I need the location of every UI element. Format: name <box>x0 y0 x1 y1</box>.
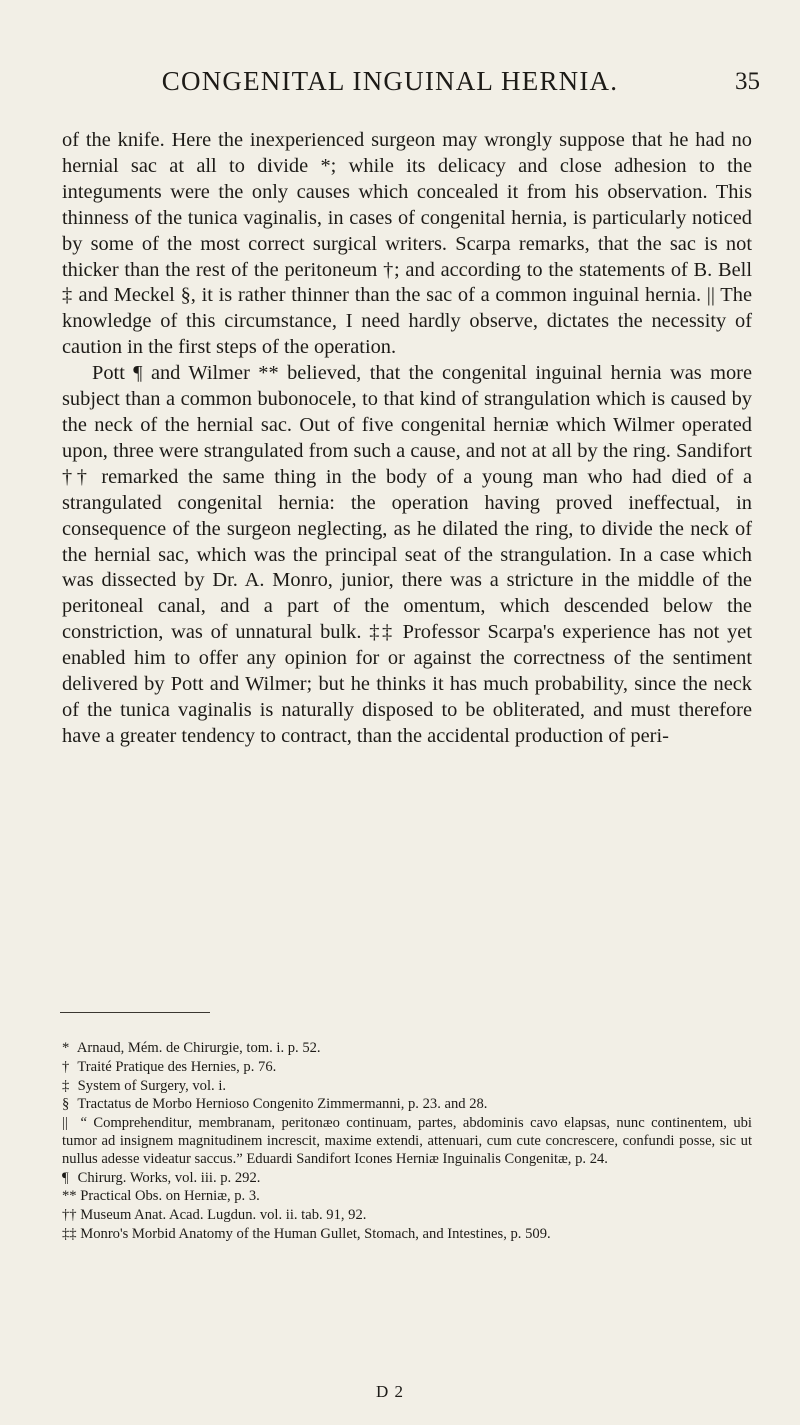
footnote <box>62 1207 752 1225</box>
footnote-mark: ‡ <box>62 1077 70 1094</box>
paragraph: of the knife. Here the inexperienced surgeon may wrongly suppose that he had no hernial sac at all to divide *; while its delicacy and close adhesion to the integuments were the only causes which concealed it from his observation. This thinness of the tunica vaginalis, in cases of congenital hernia, is particularly noticed by some of the most correct surgical writers. Scarpa remarks, that the sac is not thicker than the rest of the peritoneum †; and according to the statements of B. Bell ‡ and Meckel §, it is rather thinner than the sac of a common inguinal hernia. || The knowledge of this circumstance, I need hardly observe, dictates the necessity of caution in the first steps of the operation. <box>62 129 752 359</box>
footnote <box>62 1096 752 1114</box>
signature-mark: D 2 <box>376 1382 405 1401</box>
footnote-mark: ‡‡ <box>62 1225 77 1242</box>
footnote-text: Traité Pratique des Hernies, p. 76. <box>77 1058 277 1075</box>
footnote-mark: ** <box>62 1188 77 1205</box>
page-number: 35 <box>735 68 760 95</box>
footnote-mark: †† <box>62 1207 77 1224</box>
footnote <box>62 1115 752 1168</box>
footnote-text: Arnaud, Mém. de Chirurgie, tom. i. p. 52. <box>76 1040 321 1056</box>
footnote-mark: * <box>62 1040 70 1056</box>
footnote-mark: † <box>62 1058 70 1075</box>
footnote <box>62 1170 752 1188</box>
footnote-text: “ Comprehenditur, membranam, peritonæo continuam, partes, abdominis cavo elapsas, nunc continentem, ubi tumor ad insignem magnitudinem increscit, maxime extendi, attenuari, cum cute concrescere, confundi posse, sic ut nullus adesse videatur saccus.” Eduardi Sandifort Icones Herniæ Inguinalis Congenitæ, p. 24. <box>62 1115 752 1167</box>
footnote <box>62 1226 752 1244</box>
footnote <box>62 1040 752 1058</box>
footnote-mark: ¶ <box>62 1169 69 1186</box>
page-header <box>60 66 760 110</box>
paragraph: Pott ¶ and Wilmer ** believed, that the congenital inguinal hernia was more subject than a common bubonocele, to that kind of strangulation which is caused by the neck of the hernial sac. Out of five congenital herniæ which Wilmer operated upon, three were strangulated from such a cause, and not at all by the ring. Sandifort †† remarked the same thing in the body of a young man who had died of a strangulated congenital hernia: the operation having proved ineffectual, in consequence of the surgeon neglecting, as he dilated the ring, to divide the neck of the hernial sac, which was the principal seat of the strangulation. In a case which was dissected by Dr. A. Monro, junior, there was a stricture in the middle of the peritoneal canal, and a part of the omentum, which descended below the constriction, was of unnatural bulk. ‡‡ Professor Scarpa's experience has not yet enabled him to offer any opinion for or against the correctness of the sentiment delivered by Pott and Wilmer; but he thinks it has much probability, since the neck of the tunica vaginalis is naturally disposed to be obliterated, and must therefore have a greater tendency to contract, than the accidental production of peri- <box>62 362 752 747</box>
footnote-divider <box>60 1012 210 1013</box>
footnote-text: Chirurg. Works, vol. iii. p. 292. <box>77 1169 261 1186</box>
footnote-text: Practical Obs. on Herniæ, p. 3. <box>80 1188 260 1205</box>
footnote <box>62 1078 752 1096</box>
footnote-mark: || <box>62 1115 68 1132</box>
footnote <box>62 1059 752 1077</box>
footnote-mark: § <box>62 1096 70 1113</box>
body-text <box>62 128 752 750</box>
running-title: CONGENITAL INGUINAL HERNIA. <box>161 66 619 96</box>
footnote-text: Museum Anat. Acad. Lugdun. vol. ii. tab. 91, 92. <box>80 1207 367 1224</box>
footnote-text: System of Surgery, vol. i. <box>77 1077 227 1094</box>
footnote-text: Tractatus de Morbo Hernioso Congenito Zimmermanni, p. 23. and 28. <box>77 1096 488 1113</box>
footnote-text: Monro's Morbid Anatomy of the Human Gullet, Stomach, and Intestines, p. 509. <box>80 1225 551 1242</box>
footnotes <box>62 1040 752 1245</box>
footnote <box>62 1188 752 1206</box>
